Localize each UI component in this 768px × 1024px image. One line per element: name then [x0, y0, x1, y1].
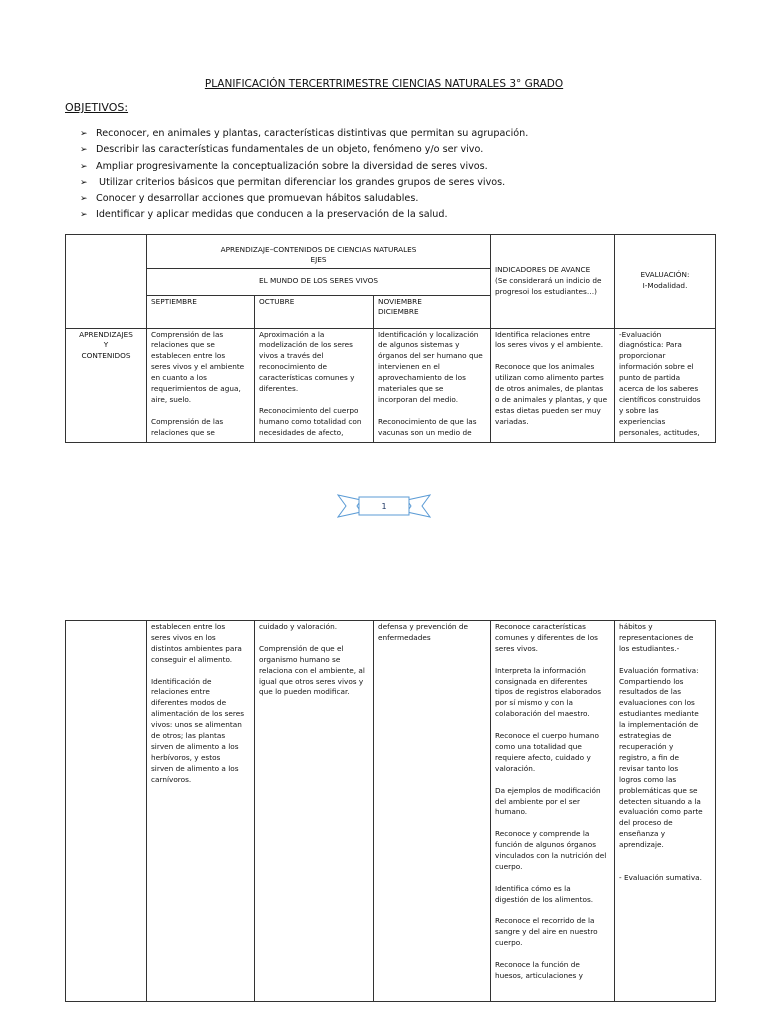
content-header: APRENDIZAJE–CONTENIDOS DE CIENCIAS NATURALES EJES [147, 243, 491, 269]
arrow-bullet-icon: ➢ [80, 129, 88, 139]
arrow-bullet-icon: ➢ [80, 210, 88, 221]
objective-item: ➢ Conocer y desarrollar acciones que promuevan hábitos saludables. [80, 191, 528, 207]
arrow-bullet-icon: ➢ [80, 161, 88, 172]
arrow-bullet-icon: ➢ [80, 177, 88, 188]
month-header-october: OCTUBRE [255, 295, 374, 328]
arrow-bullet-icon: ➢ [80, 145, 88, 156]
month-header-september: SEPTIEMBRE [147, 295, 255, 328]
objective-item: ➢ Identificar y aplicar medidas que conducen a la preservación de la salud. [80, 207, 528, 223]
arrow-bullet-icon: ➢ [80, 194, 88, 205]
row-label: APRENDIZAJES Y CONTENIDOS [66, 328, 147, 442]
page-number-ribbon [337, 491, 431, 521]
planning-table-page2 [65, 620, 716, 1002]
september-content: establecen entre los seres vivos en los distintos ambientes para conseguir el alimento. Identificación de relaciones entre diferentes modos de alimentación de los seres vivos: unos se alimentan de otros; las plantas sirven de alimento a los herbívoros, y estos sirven de alimento a los carnívoros. [147, 621, 255, 1002]
document-title: PLANIFICACIÓN TERCERTRIMESTRE CIENCIAS NATURALES 3° GRADO [204, 78, 564, 90]
indicators-content: Reconoce características comunes y diferentes de los seres vivos. Interpreta la información consignada en diferentes tipos de registros elaborados por sí mismo y con la colaboración del maestro. Reconoce el cuerpo humano como una totalidad que requiere afecto, cuidado y valoración. Da ejemplos de modificación del ambiente por el ser humano. Reconoce y comprende la función de algunos órganos vinculados con la nutrición del cuerpo. Identifica cómo es la digestión de los alimentos. Reconoce el recorrido de la sangre y del aire en nuestro cuerpo. Reconoce la función de huesos, articulaciones y [491, 621, 615, 1002]
empty-corner-cell [66, 235, 147, 329]
objective-item: ➢ Ampliar progresivamente la conceptualización sobre la diversidad de seres vivos. [80, 159, 528, 175]
indicators-header: INDICADORES DE AVANCE (Se considerará un indicio de progresoi los estudiantes…) [491, 235, 615, 329]
month-header-november: NOVIEMBRE DICIEMBRE [374, 295, 491, 328]
planning-table-page1 [65, 234, 716, 443]
objectives-list [80, 126, 528, 224]
objective-item: ➢ Reconocer, en animales y plantas, características distintivas que permitan su agrupación. [80, 126, 528, 142]
objective-item: ➢ Describir las características fundamentales de un objeto, fenómeno y/o ser vivo. [80, 142, 528, 158]
objective-item: ➢ Utilizar criterios básicos que permitan diferenciar los grandes grupos de seres vivos. [80, 175, 528, 191]
october-content: cuidado y valoración. Comprensión de que el organismo humano se relaciona con el ambiente, al igual que otros seres vivos y que lo pueden modificar. [255, 621, 374, 1002]
evaluation-content: -Evaluación diagnóstica: Para proporcionar información sobre el punto de partida acerca de los saberes científicos construidos y sobre las experiencias personales, actitudes, [615, 328, 716, 442]
september-content: Comprensión de las relaciones que se establecen entre los seres vivos y el ambiente en cuanto a los requerimientos de agua, aire, suelo. Comprensión de las relaciones que se [147, 328, 255, 442]
evaluation-content: hábitos y representaciones de los estudiantes.- Evaluación formativa: Compartiendo los resultados de las evaluaciones con los estudiantes mediante la implementación de estrategias de recuperación y registro, a fin de revisar tanto los logros como las problemáticas que se detecten situando a la evaluación como parte del proceso de enseñanza y aprendizaje. - Evaluación sumativa. [615, 621, 716, 1002]
october-content: Aproximación a la modelización de los seres vivos a través del reconocimiento de características comunes y diferentes. Reconocimiento del cuerpo humano como totalidad con necesidades de afecto, [255, 328, 374, 442]
axis-name: EL MUNDO DE LOS SERES VIVOS [147, 268, 491, 295]
evaluation-header: EVALUACIÓN: I-Modalidad. [615, 235, 716, 329]
page-number: 1 [381, 502, 387, 511]
november-content: defensa y prevención de enfermedades [374, 621, 491, 1002]
empty-label-cell [66, 621, 147, 1002]
objectives-heading: OBJETIVOS: [65, 101, 129, 114]
november-content: Identificación y localización de algunos sistemas y órganos del ser humano que intervienen en el aprovechamiento de los materiales que se incorporan del medio. Reconocimiento de que las vacunas son un medio de [374, 328, 491, 442]
indicators-content: Identifica relaciones entre los seres vivos y el ambiente. Reconoce que los animales utilizan como alimento partes de otros animales, de plantas o de animales y plantas, y que estas dietas pueden ser muy variadas. [491, 328, 615, 442]
